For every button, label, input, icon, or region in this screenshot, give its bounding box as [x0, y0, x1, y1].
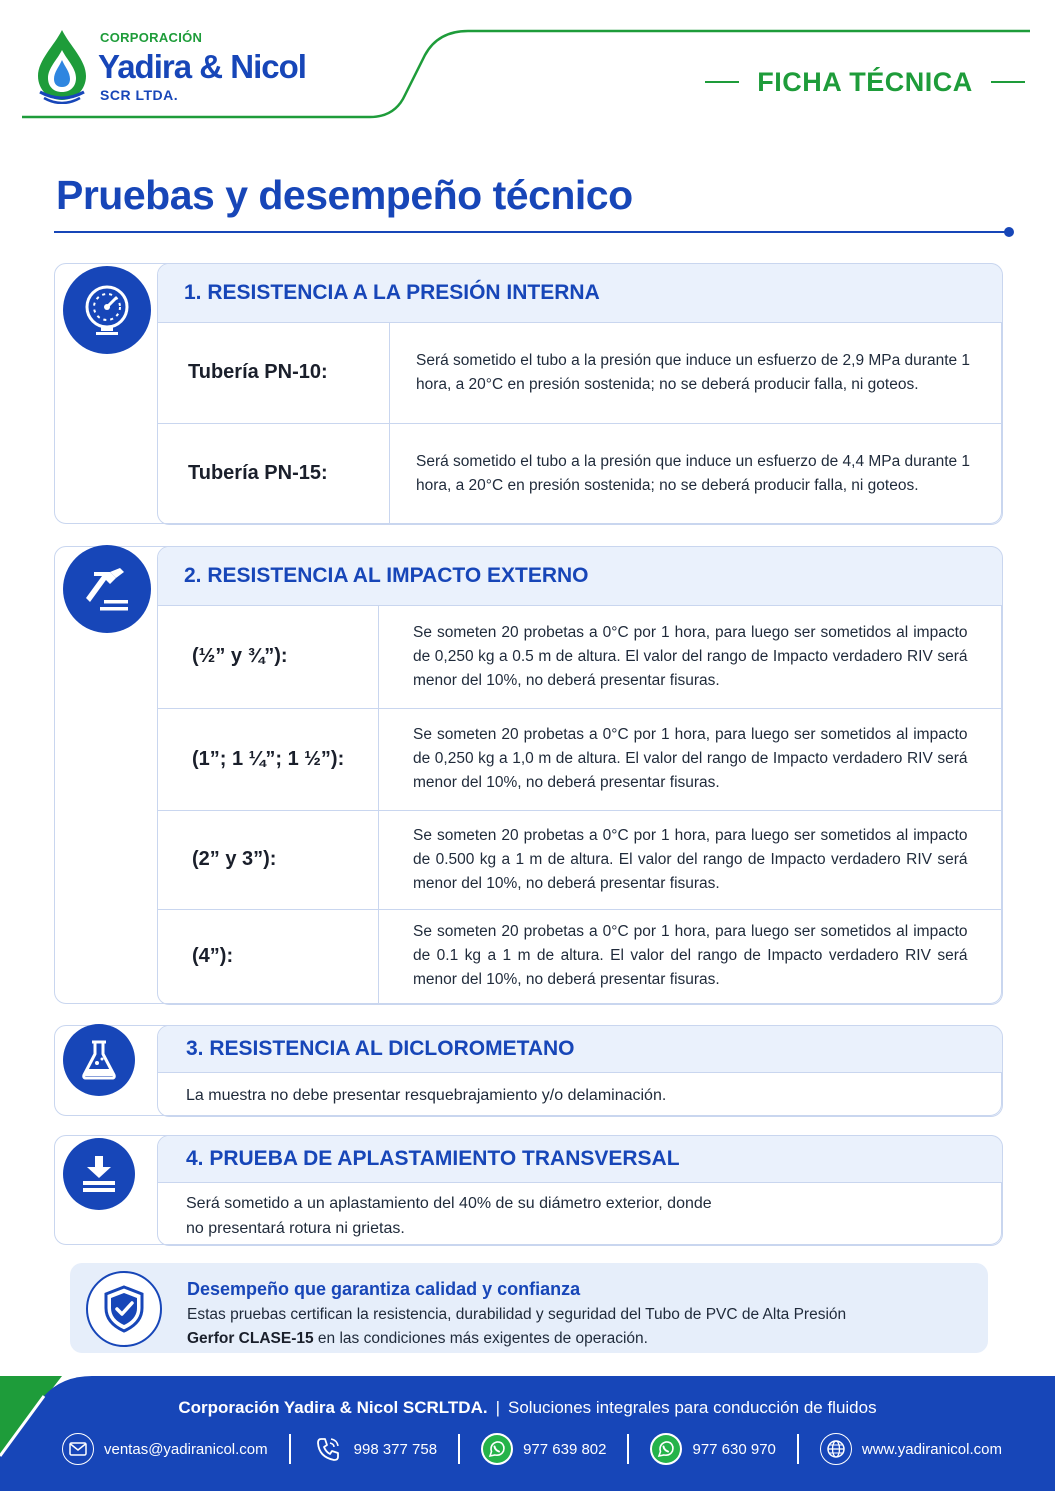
contact-divider: [458, 1434, 460, 1464]
row-label: (4”):: [158, 910, 379, 1003]
summary-text: [187, 1303, 846, 1351]
section-title: 1. RESISTENCIA A LA PRESIÓN INTERNA: [184, 280, 600, 304]
row-label: Tubería PN-10:: [158, 323, 390, 423]
section-panel: [157, 546, 1003, 1005]
doc-type-line-left: [705, 81, 739, 83]
contact-divider: [289, 1434, 291, 1464]
contact-email[interactable]: [62, 1433, 268, 1465]
summary-line: [187, 1327, 846, 1351]
footer: [0, 1376, 1055, 1491]
table-row: [158, 606, 1002, 709]
logo-sub-text: SCR LTDA.: [100, 87, 179, 103]
section-external-impact: [54, 546, 1002, 1004]
envelope-icon: [62, 1433, 94, 1465]
summary-box: [70, 1263, 988, 1353]
pressure-gauge-icon: [63, 266, 151, 354]
contact-website[interactable]: [820, 1433, 1002, 1465]
logo-drop-icon: [32, 28, 92, 109]
contact-whatsapp-2[interactable]: [650, 1433, 775, 1465]
header: [0, 0, 1055, 130]
website-link[interactable]: www.yadiranicol.com: [861, 1440, 1002, 1458]
row-text: Se someten 20 probetas a 0°C por 1 hora, para luego ser sometidos al impacto de 0.1 kg a 1 m de altura. El valor del rango de Impacto verdadero RIV será menor del 10%, no deberá presentar fisuras.: [413, 923, 968, 988]
shield-check-icon: [86, 1271, 162, 1347]
table-row: [158, 811, 1002, 910]
section-text-line: Será sometido a un aplastamiento del 40% de su diámetro exterior, donde: [186, 1194, 712, 1212]
title-underline: [54, 231, 1008, 233]
hammer-icon: [63, 545, 151, 633]
whatsapp-number[interactable]: 977 639 802: [523, 1440, 607, 1458]
contact-divider: [627, 1434, 629, 1464]
row-label: (½” y ¾”):: [158, 606, 379, 708]
section-title: 3. RESISTENCIA AL DICLOROMETANO: [186, 1036, 575, 1060]
section-title: 2. RESISTENCIA AL IMPACTO EXTERNO: [184, 563, 589, 587]
footer-tagline: [0, 1398, 1055, 1418]
table-row: [158, 709, 1002, 811]
row-label: (2” y 3”):: [158, 811, 379, 909]
contact-whatsapp-1[interactable]: [481, 1433, 606, 1465]
product-name: Gerfor CLASE-15: [187, 1330, 314, 1347]
table-row: [158, 910, 1002, 1003]
whatsapp-icon: [650, 1433, 682, 1465]
contact-divider: [797, 1434, 799, 1464]
footer-contacts: [62, 1432, 1002, 1466]
row-text: Se someten 20 probetas a 0°C por 1 hora, para luego ser sometidos al impacto de 0,250 kg a 1,0 m de altura. El valor del rango de Impacto verdadero RIV será menor del 10%, no deberá presentar fisuras.: [413, 726, 968, 791]
section-panel: [157, 1135, 1003, 1246]
row-text: Será sometido el tubo a la presión que induce un esfuerzo de 4,4 MPa durante 1 hora, a 20°C en presión sostenida; no se deberá producir falla, ni goteos.: [416, 452, 971, 494]
summary-line-rest: en las condiciones más exigentes de operación.: [313, 1330, 648, 1347]
logo-main-text: Yadira & Nicol: [98, 48, 306, 85]
whatsapp-icon: [481, 1433, 513, 1465]
doc-type-line-right: [991, 81, 1025, 83]
section-text-line: no presentará rotura ni grietas.: [186, 1219, 405, 1237]
footer-company: Corporación Yadira & Nicol SCRLTDA.: [178, 1398, 488, 1417]
table-row: [158, 323, 1002, 424]
footer-separator: |: [495, 1398, 501, 1417]
section-crush-test: [54, 1135, 1002, 1245]
footer-slogan: Soluciones integrales para conducción de fluidos: [508, 1398, 877, 1417]
logo-top-text: CORPORACIÓN: [100, 30, 203, 45]
section-text: La muestra no debe presentar resquebrajamiento y/o delaminación.: [186, 1086, 667, 1104]
phone-icon: [312, 1433, 344, 1465]
whatsapp-number[interactable]: 977 630 970: [692, 1440, 776, 1458]
page-title: Pruebas y desempeño técnico: [56, 172, 633, 218]
doc-type-label: [700, 62, 1030, 102]
section-header: [158, 1136, 1002, 1183]
section-header: [158, 547, 1002, 606]
compress-down-icon: [63, 1138, 135, 1210]
row-label: (1”; 1 ¼”; 1 ½”):: [158, 709, 379, 810]
section-text: [158, 1183, 1002, 1241]
title-underline-dot: [1004, 227, 1014, 237]
email-link[interactable]: ventas@yadiranicol.com: [104, 1440, 268, 1458]
doc-type-text: FICHA TÉCNICA: [757, 66, 973, 97]
section-title: 4. PRUEBA DE APLASTAMIENTO TRANSVERSAL: [186, 1146, 680, 1170]
section-panel: [157, 1025, 1003, 1117]
summary-title: Desempeño que garantiza calidad y confianza: [187, 1279, 581, 1299]
section-panel: [157, 263, 1003, 525]
globe-icon: [820, 1433, 852, 1465]
contact-phone[interactable]: [312, 1433, 437, 1465]
row-text: Se someten 20 probetas a 0°C por 1 hora, para luego ser sometidos al impacto de 0,250 kg a 0.5 m de altura. El valor del rango de Impacto verdadero RIV será menor del 10%, no deberá presentar fisuras.: [413, 623, 968, 689]
section-header: [158, 264, 1002, 323]
flask-icon: [63, 1024, 135, 1096]
row-text: Será sometido el tubo a la presión que induce un esfuerzo de 2,9 MPa durante 1 hora, a 20°C en presión sostenida; no se deberá producir falla, ni goteos.: [416, 351, 971, 393]
table-row: [158, 424, 1002, 524]
row-text: Se someten 20 probetas a 0°C por 1 hora, para luego ser sometidos al impacto de 0.500 kg a 1 m de altura. El valor del rango de Impacto verdadero RIV será menor del 10%, no deberá presentar fisuras.: [413, 826, 968, 892]
summary-line: Estas pruebas certifican la resistencia, durabilidad y seguridad del Tubo de PVC de Alta Presión: [187, 1306, 847, 1323]
row-label: Tubería PN-15:: [158, 424, 390, 524]
section-header: [158, 1026, 1002, 1073]
section-dichloromethane: [54, 1025, 1002, 1116]
phone-number[interactable]: 998 377 758: [353, 1440, 438, 1458]
section-internal-pressure: [54, 263, 1002, 524]
